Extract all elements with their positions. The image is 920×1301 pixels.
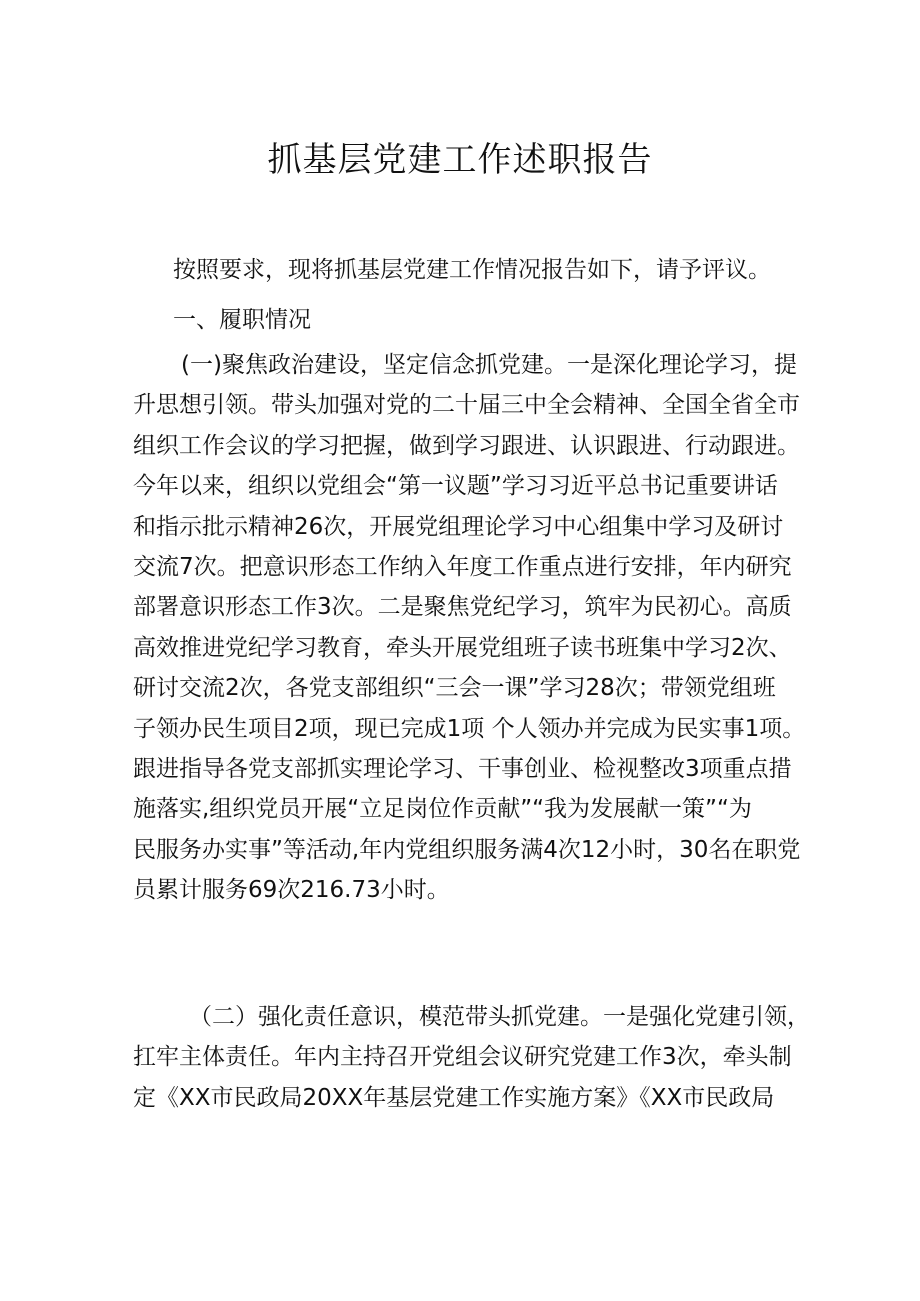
paragraph-line: 部署意识形态工作3次。二是聚焦党纪学习，筑牢为民初心。高质: [133, 594, 792, 621]
intro-line: 按照要求，现将抓基层党建工作情况报告如下，请予评议。: [173, 257, 771, 283]
document-title: 抓基层党建工作述职报告: [267, 140, 653, 180]
paragraph-line: 施落实,组织党员开展“立足岗位作贡献”“我为发展献一策”“为: [133, 796, 752, 823]
paragraph-line: （二）强化责任意识，模范带头抓党建。一是强化党建引领，: [189, 1004, 810, 1030]
paragraph-line: 今年以来，组织以党组会“第一议题”学习习近平总书记重要讲话: [133, 473, 778, 500]
paragraph-line: 扛牢主体责任。年内主持召开党组会议研究党建工作3次，牵头制: [133, 1044, 792, 1071]
section-heading: [133, 300, 797, 340]
paragraph-line: 和指示批示精神26次，开展党组理论学习中心组集中学习及研讨: [133, 513, 784, 540]
paragraph-line: 跟进指导各党支部抓实理论学习、干事创业、检视整改3项重点措: [133, 755, 792, 782]
paragraph-line: 民服务办实事”等活动,年内党组织服务满4次12小时，30名在职党: [133, 836, 801, 863]
paragraph-line: 定《XX市民政局20XX年基层党建工作实施方案》《XX市民政局: [133, 1084, 775, 1111]
section-heading-text: 一、履职情况: [173, 307, 311, 333]
paragraph-line: 组织工作会议的学习把握，做到学习跟进、认识跟进、行动跟进。: [133, 432, 800, 459]
paragraph-line: 交流7次。把意识形态工作纳入年度工作重点进行安排，年内研究: [133, 553, 792, 580]
paragraph-line: 研讨交流2次，各党支部组织“三会一课”学习28次；带领党组班: [133, 675, 776, 702]
paragraph-line: 升思想引领。带头加强对党的二十届三中全会精神、全国全省全市: [133, 392, 800, 419]
intro-paragraph: [133, 250, 797, 290]
paragraph-political-construction: [133, 345, 806, 910]
paragraph-line: 高效推进党纪学习教育，牵头开展党组班子读书班集中学习2次、: [133, 634, 792, 661]
paragraph-responsibility: [133, 997, 810, 1118]
paragraph-line: 员累计服务69次216.73小时。: [133, 877, 450, 904]
paragraph-line: 子领办民生项目2项，现已完成1项 个人领办并完成为民实事1项。: [133, 715, 806, 742]
paragraph-line: (一)聚焦政治建设，坚定信念抓党建。一是深化理论学习，提: [181, 352, 797, 378]
